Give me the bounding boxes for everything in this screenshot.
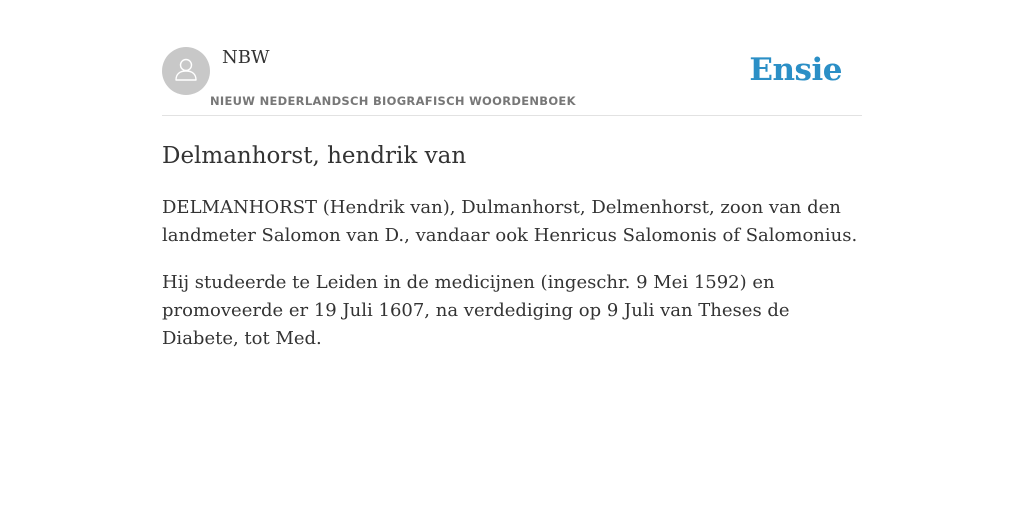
source-name[interactable]: NBW [222,47,270,68]
page-title: Delmanhorst, hendrik van [162,143,467,169]
brand-logo[interactable]: Ensie [749,52,842,88]
source-full-name: NIEUW NEDERLANDSCH BIOGRAFISCH WOORDENBOEK [210,94,576,108]
entry-header [162,40,862,116]
user-icon [172,55,200,87]
source-avatar[interactable] [162,47,210,95]
article-paragraph: DELMANHORST (Hendrik van), Dulmanhorst, Delmenhorst, zoon van den landmeter Salomon van D., vandaar ook Henricus Salomonis of Salomonius. [162,197,858,246]
entry-card [162,40,862,353]
article-paragraph: Hij studeerde te Leiden in de medicijnen (ingeschr. 9 Mei 1592) en promoveerde er 19 Juli 1607, na verdediging op 9 Juli van Theses de Diabete, tot Med. [162,272,790,349]
